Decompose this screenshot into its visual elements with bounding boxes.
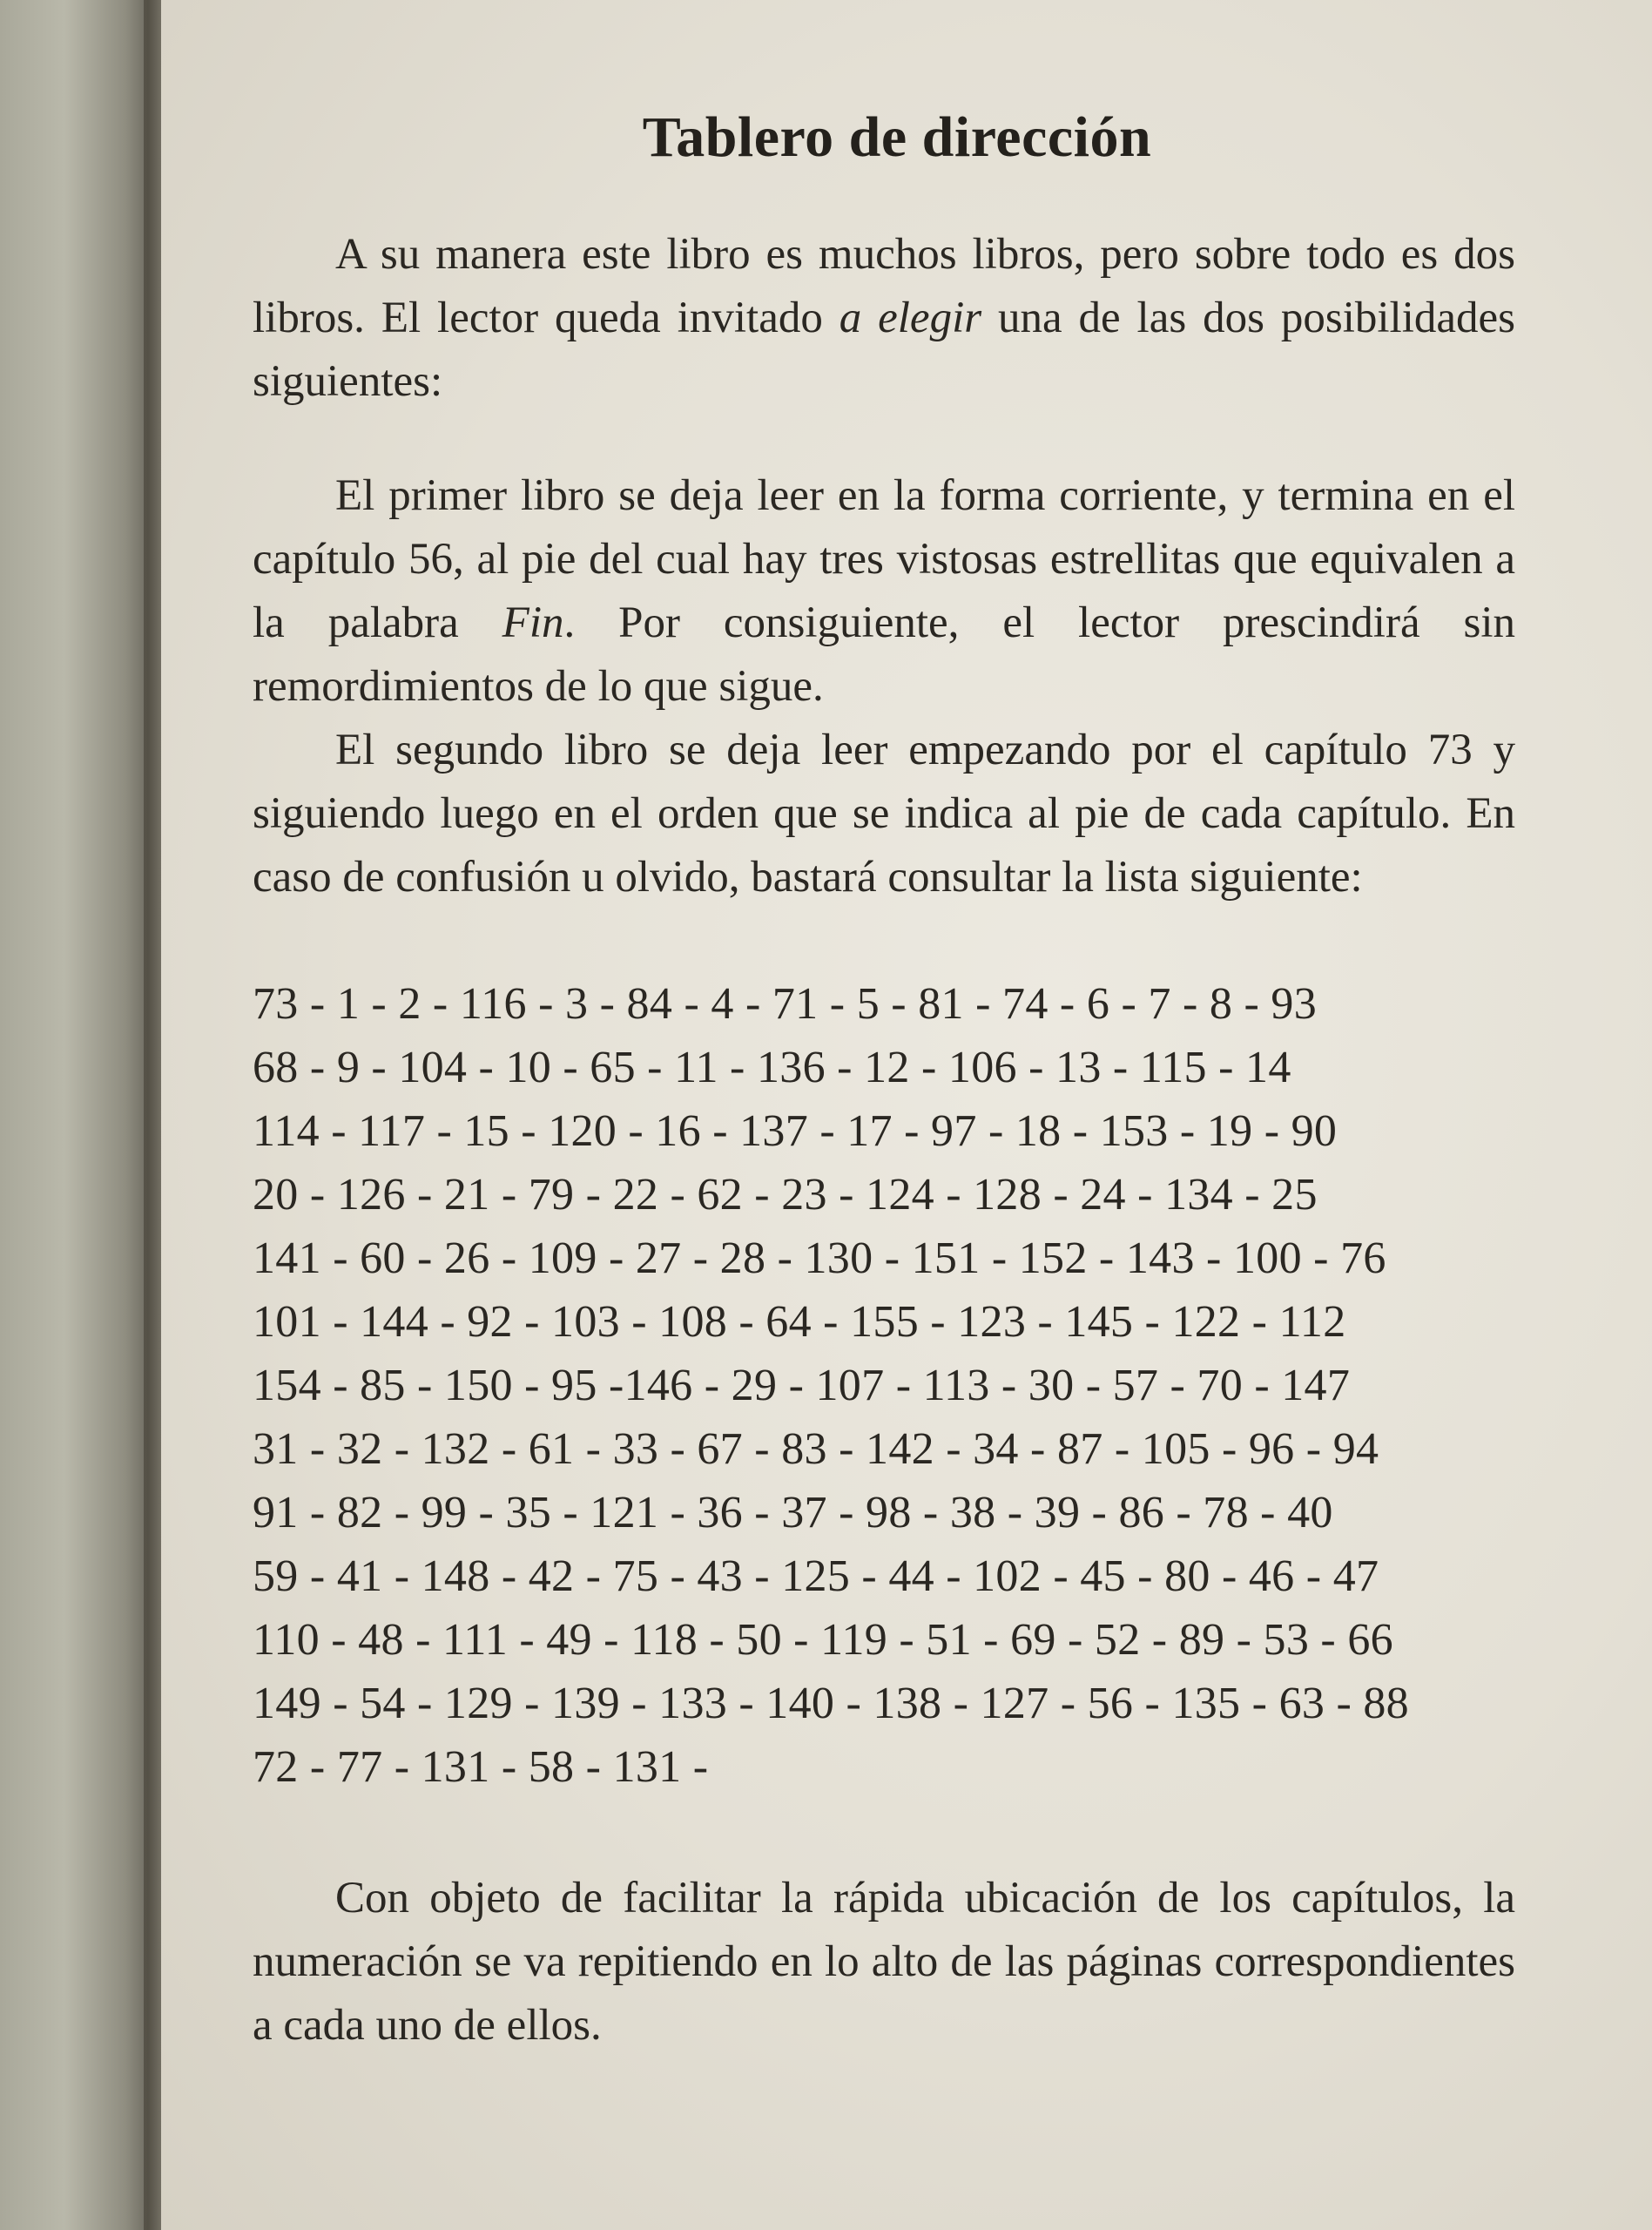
chapter-sequence-line: 101 - 144 - 92 - 103 - 108 - 64 - 155 - 123 - 145 - 122 - 112	[253, 1297, 1346, 1347]
chapter-sequence-line: 73 - 1 - 2 - 116 - 3 - 84 - 4 - 71 - 5 - 81 - 74 - 6 - 7 - 8 - 93	[253, 979, 1317, 1029]
chapter-sequence-line: 20 - 126 - 21 - 79 - 22 - 62 - 23 - 124 - 128 - 24 - 134 - 25	[253, 1170, 1318, 1220]
chapter-sequence-list	[253, 972, 1515, 1799]
intro-italic-phrase: a elegir	[839, 294, 982, 342]
first-book-paragraph	[253, 464, 1515, 719]
chapter-sequence-line: 91 - 82 - 99 - 35 - 121 - 36 - 37 - 98 - 38 - 39 - 86 - 78 - 40	[253, 1488, 1333, 1537]
chapter-sequence-line: 141 - 60 - 26 - 109 - 27 - 28 - 130 - 151 - 152 - 143 - 100 - 76	[253, 1233, 1386, 1283]
intro-text-end: una de las dos posibilidades siguientes:	[253, 294, 1515, 406]
chapter-sequence-line: 59 - 41 - 148 - 42 - 75 - 43 - 125 - 44 - 102 - 45 - 80 - 46 - 47	[253, 1551, 1379, 1601]
intro-paragraph	[253, 223, 1515, 414]
first-book-italic-word: Fin	[502, 598, 564, 647]
second-book-paragraph: El segundo libro se deja leer empezando por el capítulo 73 y siguiendo luego en el orden que se indica al pie de cada capítulo. En caso de confusión u olvido, bastará consultar la lista siguiente:	[253, 726, 1515, 902]
first-book-text-start: El primer libro se deja leer en la forma corriente, y termina en el capítulo 56, al pie del cual hay tres vistosas estrellitas que equivalen a la palabra	[253, 471, 1515, 647]
chapter-sequence-line: 110 - 48 - 111 - 49 - 118 - 50 - 119 - 51 - 69 - 52 - 89 - 53 - 66	[253, 1615, 1393, 1665]
page-text-block	[253, 105, 1515, 2058]
chapter-sequence-line: 31 - 32 - 132 - 61 - 33 - 67 - 83 - 142 - 34 - 87 - 105 - 96 - 94	[253, 1424, 1379, 1474]
intro-text-start: A su manera este libro es muchos libros, pero sobre todo es dos libros. El lector queda invitado	[253, 230, 1515, 342]
chapter-sequence-line: 154 - 85 - 150 - 95 -146 - 29 - 107 - 113 - 30 - 57 - 70 - 147	[253, 1361, 1351, 1410]
adjacent-page-edge	[0, 0, 161, 2230]
page-title: Tablero de dirección	[642, 105, 1152, 169]
chapter-sequence-line: 149 - 54 - 129 - 139 - 133 - 140 - 138 - 127 - 56 - 135 - 63 - 88	[253, 1679, 1409, 1728]
chapter-sequence-line: 68 - 9 - 104 - 10 - 65 - 11 - 136 - 12 - 106 - 13 - 115 - 14	[253, 1043, 1291, 1092]
chapter-sequence-line: 114 - 117 - 15 - 120 - 16 - 137 - 17 - 97 - 18 - 153 - 19 - 90	[253, 1106, 1338, 1156]
first-book-text-end: . Por consiguiente, el lector prescindirá sin remordimientos de lo que sigue.	[253, 598, 1515, 711]
chapter-sequence-line: 72 - 77 - 131 - 58 - 131 -	[253, 1742, 709, 1792]
closing-paragraph: Con objeto de facilitar la rápida ubicación de los capítulos, la numeración se va repitiendo en lo alto de las páginas correspondientes a cada uno de ellos.	[253, 1874, 1515, 2050]
